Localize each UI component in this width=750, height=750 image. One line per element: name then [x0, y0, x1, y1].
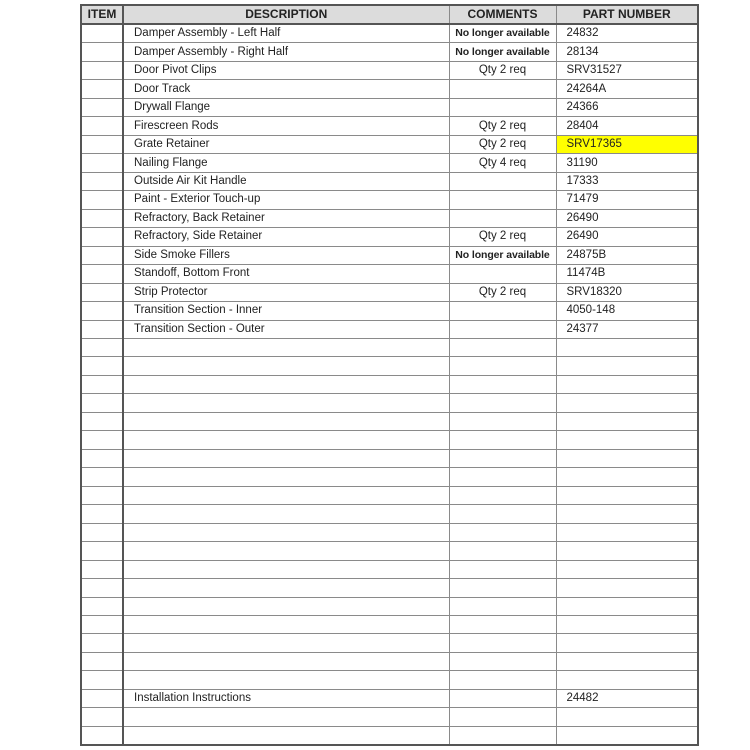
table-row: [81, 154, 698, 172]
description-cell: [123, 431, 449, 449]
comments-cell: [449, 542, 556, 560]
part-number-cell: SRV31527: [556, 61, 698, 79]
table-body: [81, 24, 698, 745]
description-cell: [123, 708, 449, 726]
comments-cell: [449, 523, 556, 541]
part-number-column-header: PART NUMBER: [556, 5, 698, 24]
part-number-cell: [556, 431, 698, 449]
item-cell: [81, 468, 123, 486]
comments-cell: [449, 505, 556, 523]
item-cell: [81, 338, 123, 356]
description-cell: [123, 579, 449, 597]
table-row: [81, 209, 698, 227]
table-row: [81, 98, 698, 116]
item-cell: [81, 302, 123, 320]
table-row: [81, 80, 698, 98]
comments-cell: [449, 486, 556, 504]
description-cell: Drywall Flange: [123, 98, 449, 116]
table-row: [81, 412, 698, 430]
table-row: [81, 505, 698, 523]
table-row: [81, 117, 698, 135]
header-row: [81, 5, 698, 24]
part-number-cell: [556, 542, 698, 560]
table-row: [81, 246, 698, 264]
item-cell: [81, 228, 123, 246]
part-number-cell: [556, 394, 698, 412]
comments-cell: [449, 431, 556, 449]
table-row: [81, 265, 698, 283]
description-cell: [123, 486, 449, 504]
table-row: [81, 523, 698, 541]
description-cell: Transition Section - Inner: [123, 302, 449, 320]
comments-cell: No longer available: [449, 24, 556, 43]
part-number-cell: [556, 708, 698, 726]
table-row: [81, 24, 698, 43]
part-number-cell: 31190: [556, 154, 698, 172]
item-cell: [81, 597, 123, 615]
part-number-cell: 24482: [556, 689, 698, 707]
item-cell: [81, 708, 123, 726]
item-cell: [81, 431, 123, 449]
part-number-cell: 4050-148: [556, 302, 698, 320]
table-row: [81, 616, 698, 634]
description-cell: Damper Assembly - Right Half: [123, 43, 449, 61]
comments-cell: Qty 2 req: [449, 61, 556, 79]
description-cell: Installation Instructions: [123, 689, 449, 707]
table-row: [81, 283, 698, 301]
part-number-cell: [556, 560, 698, 578]
part-number-cell: 28404: [556, 117, 698, 135]
description-column-header: DESCRIPTION: [123, 5, 449, 24]
part-number-cell: 24366: [556, 98, 698, 116]
part-number-cell: [556, 616, 698, 634]
description-cell: Transition Section - Outer: [123, 320, 449, 338]
description-cell: [123, 412, 449, 430]
comments-cell: [449, 191, 556, 209]
comments-cell: [449, 634, 556, 652]
part-number-cell: [556, 597, 698, 615]
item-cell: [81, 24, 123, 43]
description-cell: Door Pivot Clips: [123, 61, 449, 79]
item-cell: [81, 523, 123, 541]
item-cell: [81, 652, 123, 670]
comments-cell: [449, 265, 556, 283]
description-cell: [123, 597, 449, 615]
table-row: [81, 486, 698, 504]
part-number-cell: [556, 671, 698, 689]
comments-cell: [449, 302, 556, 320]
part-number-cell: [556, 338, 698, 356]
comments-cell: [449, 708, 556, 726]
description-cell: Nailing Flange: [123, 154, 449, 172]
comments-cell: [449, 689, 556, 707]
table-row: [81, 542, 698, 560]
item-column-header: ITEM: [81, 5, 123, 24]
item-cell: [81, 486, 123, 504]
comments-cell: [449, 671, 556, 689]
comments-column-header: COMMENTS: [449, 5, 556, 24]
description-cell: [123, 449, 449, 467]
part-number-cell: [556, 579, 698, 597]
table-row: [81, 394, 698, 412]
item-cell: [81, 117, 123, 135]
part-number-cell: 24377: [556, 320, 698, 338]
table-header: [81, 5, 698, 24]
description-cell: Refractory, Side Retainer: [123, 228, 449, 246]
item-cell: [81, 172, 123, 190]
table-row: [81, 449, 698, 467]
comments-cell: [449, 80, 556, 98]
part-number-cell: 24875B: [556, 246, 698, 264]
part-number-cell: [556, 726, 698, 745]
description-cell: [123, 375, 449, 393]
comments-cell: Qty 2 req: [449, 117, 556, 135]
description-cell: [123, 616, 449, 634]
table-row: [81, 597, 698, 615]
table-row: [81, 726, 698, 745]
comments-cell: [449, 412, 556, 430]
comments-cell: [449, 560, 556, 578]
table-row: [81, 191, 698, 209]
table-row: [81, 671, 698, 689]
table-row: [81, 43, 698, 61]
description-cell: Grate Retainer: [123, 135, 449, 153]
item-cell: [81, 61, 123, 79]
comments-cell: [449, 172, 556, 190]
description-cell: [123, 726, 449, 745]
part-number-cell: [556, 634, 698, 652]
part-number-cell: [556, 505, 698, 523]
comments-cell: No longer available: [449, 246, 556, 264]
comments-cell: [449, 449, 556, 467]
description-cell: [123, 523, 449, 541]
description-cell: Firescreen Rods: [123, 117, 449, 135]
item-cell: [81, 689, 123, 707]
table-row: [81, 357, 698, 375]
highlighted-part-number-cell: SRV17365: [556, 135, 698, 153]
table-row: [81, 579, 698, 597]
item-cell: [81, 616, 123, 634]
comments-cell: [449, 209, 556, 227]
part-number-cell: 26490: [556, 209, 698, 227]
item-cell: [81, 579, 123, 597]
part-number-cell: 28134: [556, 43, 698, 61]
item-cell: [81, 542, 123, 560]
parts-table: [80, 4, 699, 746]
table-row: [81, 338, 698, 356]
comments-cell: [449, 468, 556, 486]
description-cell: Door Track: [123, 80, 449, 98]
item-cell: [81, 265, 123, 283]
description-cell: [123, 357, 449, 375]
comments-cell: [449, 616, 556, 634]
comments-cell: No longer available: [449, 43, 556, 61]
table-row: [81, 61, 698, 79]
part-number-cell: [556, 449, 698, 467]
description-cell: Outside Air Kit Handle: [123, 172, 449, 190]
item-cell: [81, 412, 123, 430]
description-cell: Damper Assembly - Left Half: [123, 24, 449, 43]
description-cell: [123, 542, 449, 560]
comments-cell: [449, 394, 556, 412]
table-row: [81, 228, 698, 246]
item-cell: [81, 43, 123, 61]
table-row: [81, 560, 698, 578]
description-cell: [123, 505, 449, 523]
comments-cell: Qty 2 req: [449, 135, 556, 153]
comments-cell: [449, 652, 556, 670]
item-cell: [81, 283, 123, 301]
item-cell: [81, 394, 123, 412]
table-row: [81, 172, 698, 190]
comments-cell: [449, 357, 556, 375]
table-row: [81, 302, 698, 320]
part-number-cell: 26490: [556, 228, 698, 246]
part-number-cell: [556, 357, 698, 375]
description-cell: Standoff, Bottom Front: [123, 265, 449, 283]
description-cell: [123, 468, 449, 486]
item-cell: [81, 560, 123, 578]
table-row: [81, 468, 698, 486]
description-cell: [123, 560, 449, 578]
part-number-cell: 24832: [556, 24, 698, 43]
table-row: [81, 708, 698, 726]
part-number-cell: 24264A: [556, 80, 698, 98]
item-cell: [81, 209, 123, 227]
part-number-cell: [556, 412, 698, 430]
item-cell: [81, 191, 123, 209]
item-cell: [81, 135, 123, 153]
part-number-cell: [556, 523, 698, 541]
item-cell: [81, 634, 123, 652]
description-cell: Refractory, Back Retainer: [123, 209, 449, 227]
comments-cell: Qty 4 req: [449, 154, 556, 172]
item-cell: [81, 98, 123, 116]
description-cell: Side Smoke Fillers: [123, 246, 449, 264]
part-number-cell: 17333: [556, 172, 698, 190]
part-number-cell: [556, 468, 698, 486]
item-cell: [81, 671, 123, 689]
part-number-cell: [556, 375, 698, 393]
item-cell: [81, 449, 123, 467]
part-number-cell: 71479: [556, 191, 698, 209]
part-number-cell: SRV18320: [556, 283, 698, 301]
comments-cell: [449, 597, 556, 615]
item-cell: [81, 154, 123, 172]
table-row: [81, 634, 698, 652]
comments-cell: [449, 320, 556, 338]
item-cell: [81, 80, 123, 98]
part-number-cell: [556, 486, 698, 504]
comments-cell: [449, 375, 556, 393]
comments-cell: [449, 338, 556, 356]
table-row: [81, 431, 698, 449]
table-row: [81, 135, 698, 153]
description-cell: [123, 671, 449, 689]
comments-cell: Qty 2 req: [449, 228, 556, 246]
description-cell: [123, 634, 449, 652]
comments-cell: [449, 726, 556, 745]
comments-cell: [449, 98, 556, 116]
description-cell: Strip Protector: [123, 283, 449, 301]
table-row: [81, 652, 698, 670]
table-row: [81, 320, 698, 338]
item-cell: [81, 246, 123, 264]
item-cell: [81, 726, 123, 745]
comments-cell: Qty 2 req: [449, 283, 556, 301]
comments-cell: [449, 579, 556, 597]
part-number-cell: [556, 652, 698, 670]
description-cell: Paint - Exterior Touch-up: [123, 191, 449, 209]
table-row: [81, 689, 698, 707]
item-cell: [81, 375, 123, 393]
part-number-cell: 11474B: [556, 265, 698, 283]
description-cell: [123, 338, 449, 356]
item-cell: [81, 505, 123, 523]
item-cell: [81, 320, 123, 338]
description-cell: [123, 394, 449, 412]
table-row: [81, 375, 698, 393]
description-cell: [123, 652, 449, 670]
item-cell: [81, 357, 123, 375]
